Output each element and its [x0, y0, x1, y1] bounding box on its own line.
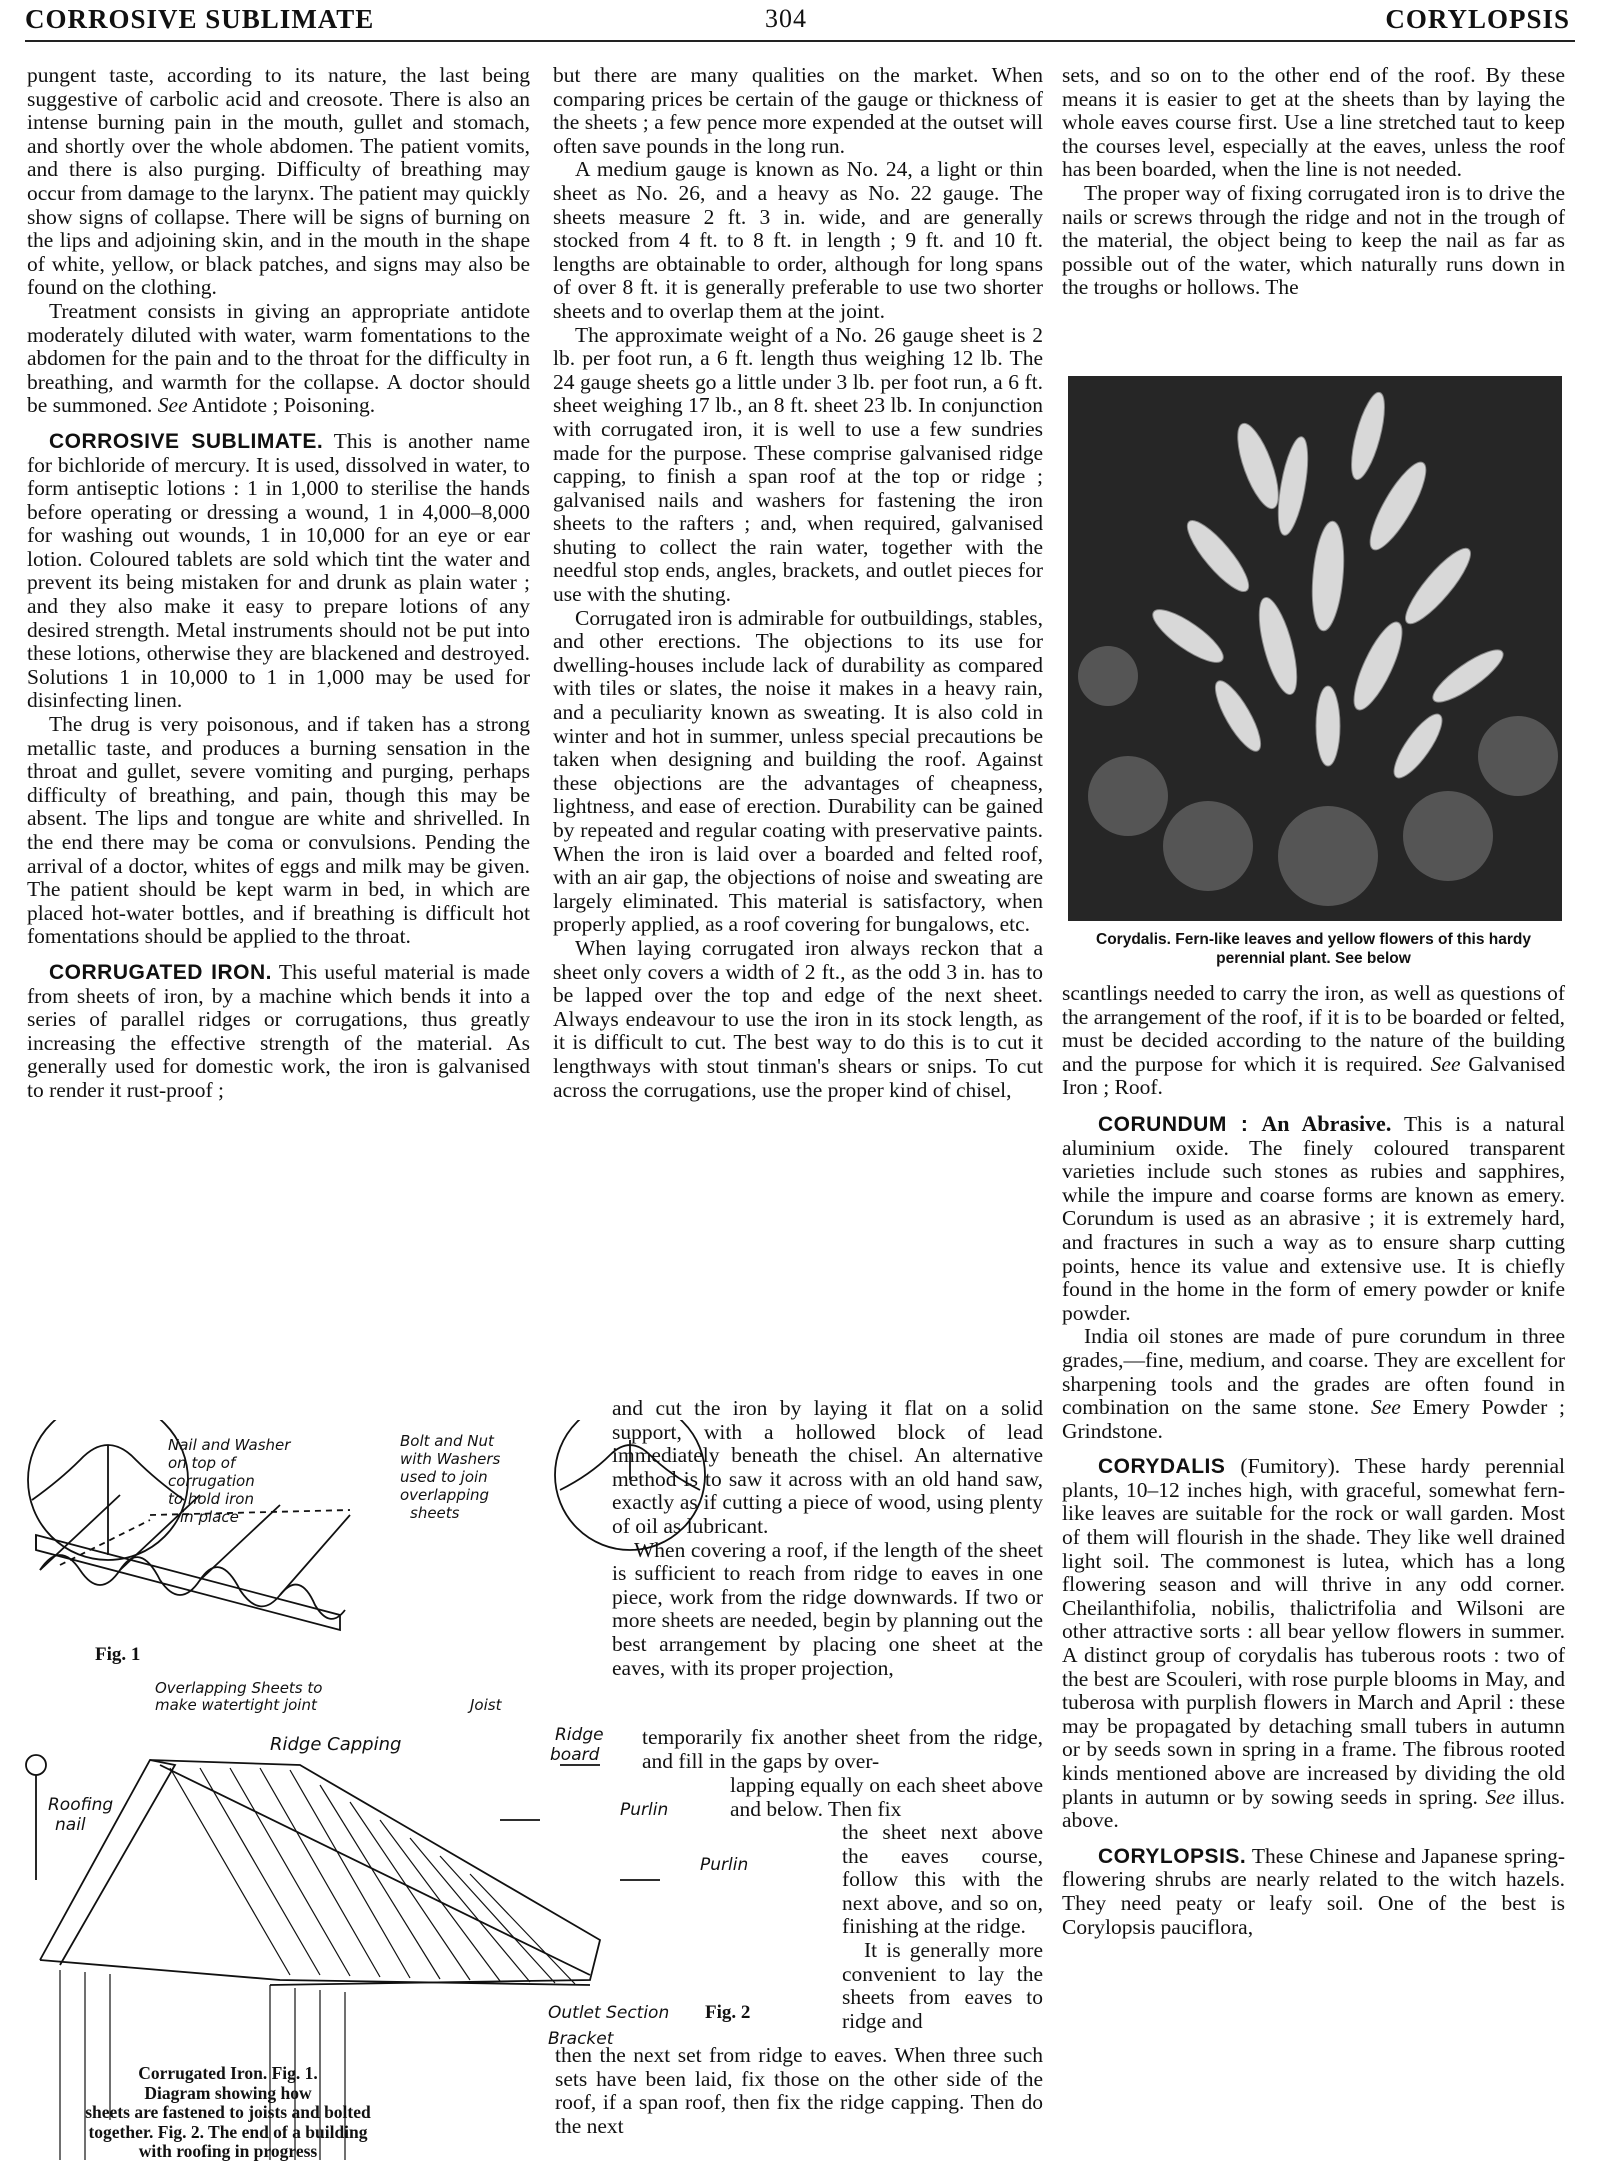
column-2	[553, 64, 1043, 1102]
paragraph: then the next set from ridge to eaves. When three such sets have been laid, fix those on the other side of the roof, if a span roof, then fix the ridge capping. Then do the next	[555, 2043, 1043, 2138]
column-3-bottom	[1062, 982, 1565, 1939]
purlin-label-2: Purlin	[700, 1855, 749, 1875]
see-label: See	[1485, 1784, 1516, 1809]
caption-line: Diagram showing how	[144, 2082, 312, 2103]
paragraph-text: This useful material is made from sheets of iron, by a machine which bends it into a series of parallel ridges or corrugations, thus greatly increasing the effective strength of the material. As generally used for domestic work, the iron is galvanised to render it rust-proof ;	[27, 959, 530, 1102]
overlapping-sheets-label: Overlapping Sheets to make watertight joint	[155, 1679, 323, 1714]
caption-line: Corrugated Iron. Fig. 1.	[138, 2063, 318, 2083]
bolt-nut-label: Bolt and Nut with Washers used to join overlapping sheets	[400, 1432, 501, 1522]
entry-subheading: (Fumitory).	[1240, 1454, 1341, 1479]
entry-heading: CORYLOPSIS.	[1098, 1844, 1247, 1868]
paragraph: The drug is very poisonous, and if taken has a strong metallic taste, and produces a burning sensation in the throat and gullet, severe vomiting and purging, perhaps difficulty of breathing, and pain, though this may be absent. The lips and tongue are white and shrivelled. In the end there may be coma or convulsions. Pending the arrival of a doctor, whites of eggs and milk may be given. The patient should be kept warm in bed, in which are placed hot-water bottles, and if breathing is difficult hot fomentations should be applied to the throat.	[27, 712, 530, 949]
figure-caption	[28, 2064, 428, 2162]
paragraph: the sheet next above the eaves course, follow this with the next above, and so on, finishing at the ridge.	[842, 1820, 1043, 1939]
paragraph	[1062, 1325, 1565, 1443]
see-label: See	[157, 393, 188, 418]
paragraph-text: This is a natural aluminium oxide. The finely coloured transparent varieties include such stones as rubies and sapphires, while the impure and coarse forms are known as emery. Corundum is used as an abrasive ; it is extremely hard, and fractures in such a way as to ensure sharp cutting points, hence its value and extensive use. It is chiefly found in the home in the form of emery powder or knife powder.	[1062, 1111, 1565, 1325]
caption-line: with roofing in progress	[138, 2141, 318, 2161]
entry-subheading: An Abrasive.	[1261, 1110, 1392, 1136]
paragraph-text: These hardy perennial plants, 10–12 inches high, with graceful, somewhat fern-like leaves are suitable for the rock or wall garden. Most of them will flourish in the shade. They like well drained light soil. The commonest is lutea, which has a long flowering season and will thrive in any odd corner. Cheilanthifolia, nobilis, thalictrifolia and Wilsoni are other attractive sorts : all bear yellow flowers in summer. A distinct group of corydalis has tuberous roots : two of the best are Scouleri, with rose purple blooms in May, and tuberosa with purplish flowers in March and April : these may be propagated by detaching small tubers in autumn or by seeds sown in spring in a frame. The fibrous rooted kinds mentioned above are increased by dividing the old plants in autumn or by sowing seeds in spring.	[1062, 1454, 1565, 1809]
paragraph: Corrugated iron is admirable for outbuildings, stables, and other erections. The objections to its use for dwelling-houses include lack of durability as compared with tiles or slates, the noise it makes in a heavy rain, and a peculiarity known as sweating. It is also cold in winter and hot in summer, unless special precautions be taken when designing and building the roof. Against these objections are the advantages of cheapness, lightness, and ease of erection. Durability can be gained by repeated and regular coating with preservative paints. When the iron is laid over a boarded and felted roof, with an air gap, the objections of noise and sweating are largely eliminated. This material is satisfactory, when properly applied, as a roof covering for bungalows, etc.	[553, 605, 1043, 937]
paragraph: temporarily fix another sheet from the ridge, and fill in the gaps by over-	[642, 1725, 1043, 1773]
see-label: See	[1370, 1395, 1401, 1420]
bolt-detail-circle	[555, 1420, 705, 1550]
fig1-label: Fig. 1	[95, 1644, 141, 1665]
entry-heading: CORUNDUM :	[1098, 1112, 1249, 1136]
paragraph-text: This is another name for bichloride of mercury. It is used, dissolved in water, to form antiseptic lotions : 1 in 1,000 to sterilise the hands before operating or dressing a wound, 1 in 4,000–8,000 for washing out wounds, 1 in 10,000 for an eye or ear lotion. Coloured tablets are sold which tint the water and prevent its being mistaken for and drunk as plain water ; and they also make it easy to prepare lotions of any desired strength. Metal instruments should not be put into these lotions, otherwise they are blackened and destroyed. Solutions 1 in 10,000 to 1 in 1,000 may be used for disinfecting linen.	[27, 428, 530, 713]
paragraph-text: scantlings needed to carry the iron, as well as questions of the arrangement of the roof, if it is to be boarded or felted, must be decided according to the nature of the building and the purpose for which it is required.	[1062, 981, 1565, 1076]
caption-line: together. Fig. 2. The end of a building	[88, 2121, 368, 2142]
page-number: 304	[765, 4, 807, 33]
header-rule	[25, 40, 1575, 42]
photo-caption: Corydalis. Fern-like leaves and yellow flowers of this hardy perennial plant. See below	[1096, 931, 1531, 967]
joist-label: Joist	[470, 1696, 502, 1714]
paragraph: sets, and so on to the other end of the roof. By these means it is easier to get at the sheets than by laying the whole eaves course first. Use a line stretched taut to keep the courses level, especially at the eaves, unless the roof has been boarded, when the line is not needed.	[1062, 63, 1565, 182]
entry-corrugated-iron	[27, 961, 530, 1103]
paragraph: pungent taste, according to its nature, the last being suggestive of carbolic acid and creosote. There is also an intense burning pain in the mouth, gullet and stomach, and shortly over the whole abdomen. The patient vomits, and there is also purging. Difficulty of breathing may occur from damage to the larynx. The patient may quickly show signs of collapse. There will be signs of burning on the lips and adjoining skin, and in the mouth in the shape of white, yellow, or black patches, and signs may also be found on the clothing.	[27, 63, 530, 300]
entry-heading: CORRUGATED IRON.	[49, 960, 272, 984]
paragraph-text: Treatment consists in giving an appropriate antidote moderately diluted with water, warm fomentations to the abdomen for the pain and to the throat for the difficulty in breathing, and warmth for the collapse. A doctor should be summoned.	[27, 298, 530, 418]
outlet-section-label: Outlet Section	[548, 2003, 670, 2023]
entry-corylopsis	[1062, 1845, 1565, 1939]
see-label: See	[1430, 1051, 1461, 1076]
entry-corrosive-sublimate	[27, 430, 530, 713]
column-2-wrap-d	[842, 1821, 1043, 2033]
paragraph: The approximate weight of a No. 26 gauge sheet is 2 lb. per foot run, a 6 ft. length thus weighing 12 lb. The 24 gauge sheets go a little under 3 lb. per foot run, a 6 ft. sheet weighing 17 lb., an 8 ft. sheet 23 lb. In conjunction with corrugated iron, it is well to use a few sundries made for the purpose. These comprise galvanised ridge capping, to finish a span roof at the top or ridge ; galvanised nails and washers for fastening the iron sheets to the rafters ; and, when required, galvanised shuting to collect the rain water, together with the needful stop ends, angles, brackets, and outlet pieces for use with the shuting.	[553, 322, 1043, 607]
entry-heading: CORYDALIS	[1098, 1455, 1226, 1479]
cross-reference: Antidote ; Poisoning.	[191, 393, 376, 418]
ridge-board-label: Ridge board	[550, 1725, 604, 1765]
cross-reference: illus. above.	[1062, 1784, 1565, 1833]
paragraph: When covering a roof, if the length of the sheet is sufficient to reach from ridge to eaves in one piece, work from the ridge downwards. If two or more sheets are needed, begin by planning out the best arrangement by placing one sheet at the eaves, with its proper projection,	[612, 1537, 1043, 1680]
bracket-label: Bracket	[548, 2029, 614, 2049]
fig2-label: Fig. 2	[705, 2002, 751, 2023]
paragraph: It is generally more convenient to lay the sheets from eaves to ridge and	[842, 1937, 1043, 2033]
entry-heading: CORROSIVE SUBLIMATE.	[49, 429, 324, 453]
column-3-top	[1062, 64, 1565, 300]
running-head-right: CORYLOPSIS	[1385, 4, 1570, 34]
cross-reference: Galvanised Iron ; Roof.	[1062, 1051, 1566, 1100]
paragraph	[1062, 982, 1565, 1100]
paragraph: lapping equally on each sheet above and below. Then fix	[730, 1773, 1043, 1821]
corydalis-photo	[1068, 376, 1562, 921]
cross-reference: Emery Powder ; Grindstone.	[1062, 1395, 1565, 1443]
paragraph	[27, 300, 530, 418]
paragraph-text: These Chinese and Japanese spring-flowering shrubs are nearly related to the witch hazels. They need peaty or leafy soil. One of the best is Corylopsis pauciflora,	[1062, 1843, 1565, 1939]
entry-corundum	[1062, 1112, 1565, 1325]
paragraph-text: India oil stones are made of pure corundum in three grades,—fine, medium, and coarse. They are excellent for sharpening tools and the grades are often found in combination on the same stone.	[1062, 1324, 1565, 1420]
paragraph: The proper way of fixing corrugated iron is to drive the nails or screws through the ridge and not in the trough of the material, the object being to keep the nail as far as possible out of the water, which naturally runs down in the troughs or hollows. The	[1062, 180, 1565, 300]
entry-corydalis	[1062, 1455, 1565, 1833]
ridge-capping-label: Ridge Capping	[270, 1734, 402, 1755]
purlin-label: Purlin	[620, 1800, 669, 1820]
running-head-left: CORROSIVE SUBLIMATE	[25, 4, 375, 34]
caption-line: sheets are fastened to joists and bolted	[85, 2102, 371, 2122]
column-1	[27, 64, 530, 1103]
paragraph: When laying corrugated iron always reckon that a sheet only covers a width of 2 ft., as the odd 3 in. has to be lapped over the top and edge of the next sheet. Always endeavour to use the iron in its stock length, as it is difficult to cut. The best way to do this is to cut it lengthways with stout tinman's shears or snips. To cut across the corrugations, use the proper kind of chisel,	[553, 935, 1043, 1102]
nail-washer-label: Nail and Washer on top of corrugation to hold iron in place	[168, 1436, 291, 1526]
paragraph: and cut the iron by laying it flat on a solid support, with a hollowed block of lead immediately beneath the chisel. An alternative method is to saw it across with an old hand saw, exactly as if cutting a piece of wood, using plenty of oil as lubricant.	[612, 1396, 1043, 1538]
paragraph: but there are many qualities on the market. When comparing prices be certain of the gauge or thickness of the sheets ; a few pence more expended at the outset will often save pounds in the long run.	[553, 63, 1043, 158]
roofing-nail-label: Roofing nail	[48, 1795, 114, 1835]
paragraph: A medium gauge is known as No. 24, a light or thin sheet as No. 26, and a heavy as No. 22 gauge. The sheets measure 2 ft. 3 in. wide, and are generally stocked from 4 ft. to 8 ft. in length ; 9 ft. and 10 ft. lengths are obtainable to order, although for long spans of over 8 ft. it is generally preferable to use two shorter sheets and to overlap them at the joint.	[553, 157, 1043, 323]
